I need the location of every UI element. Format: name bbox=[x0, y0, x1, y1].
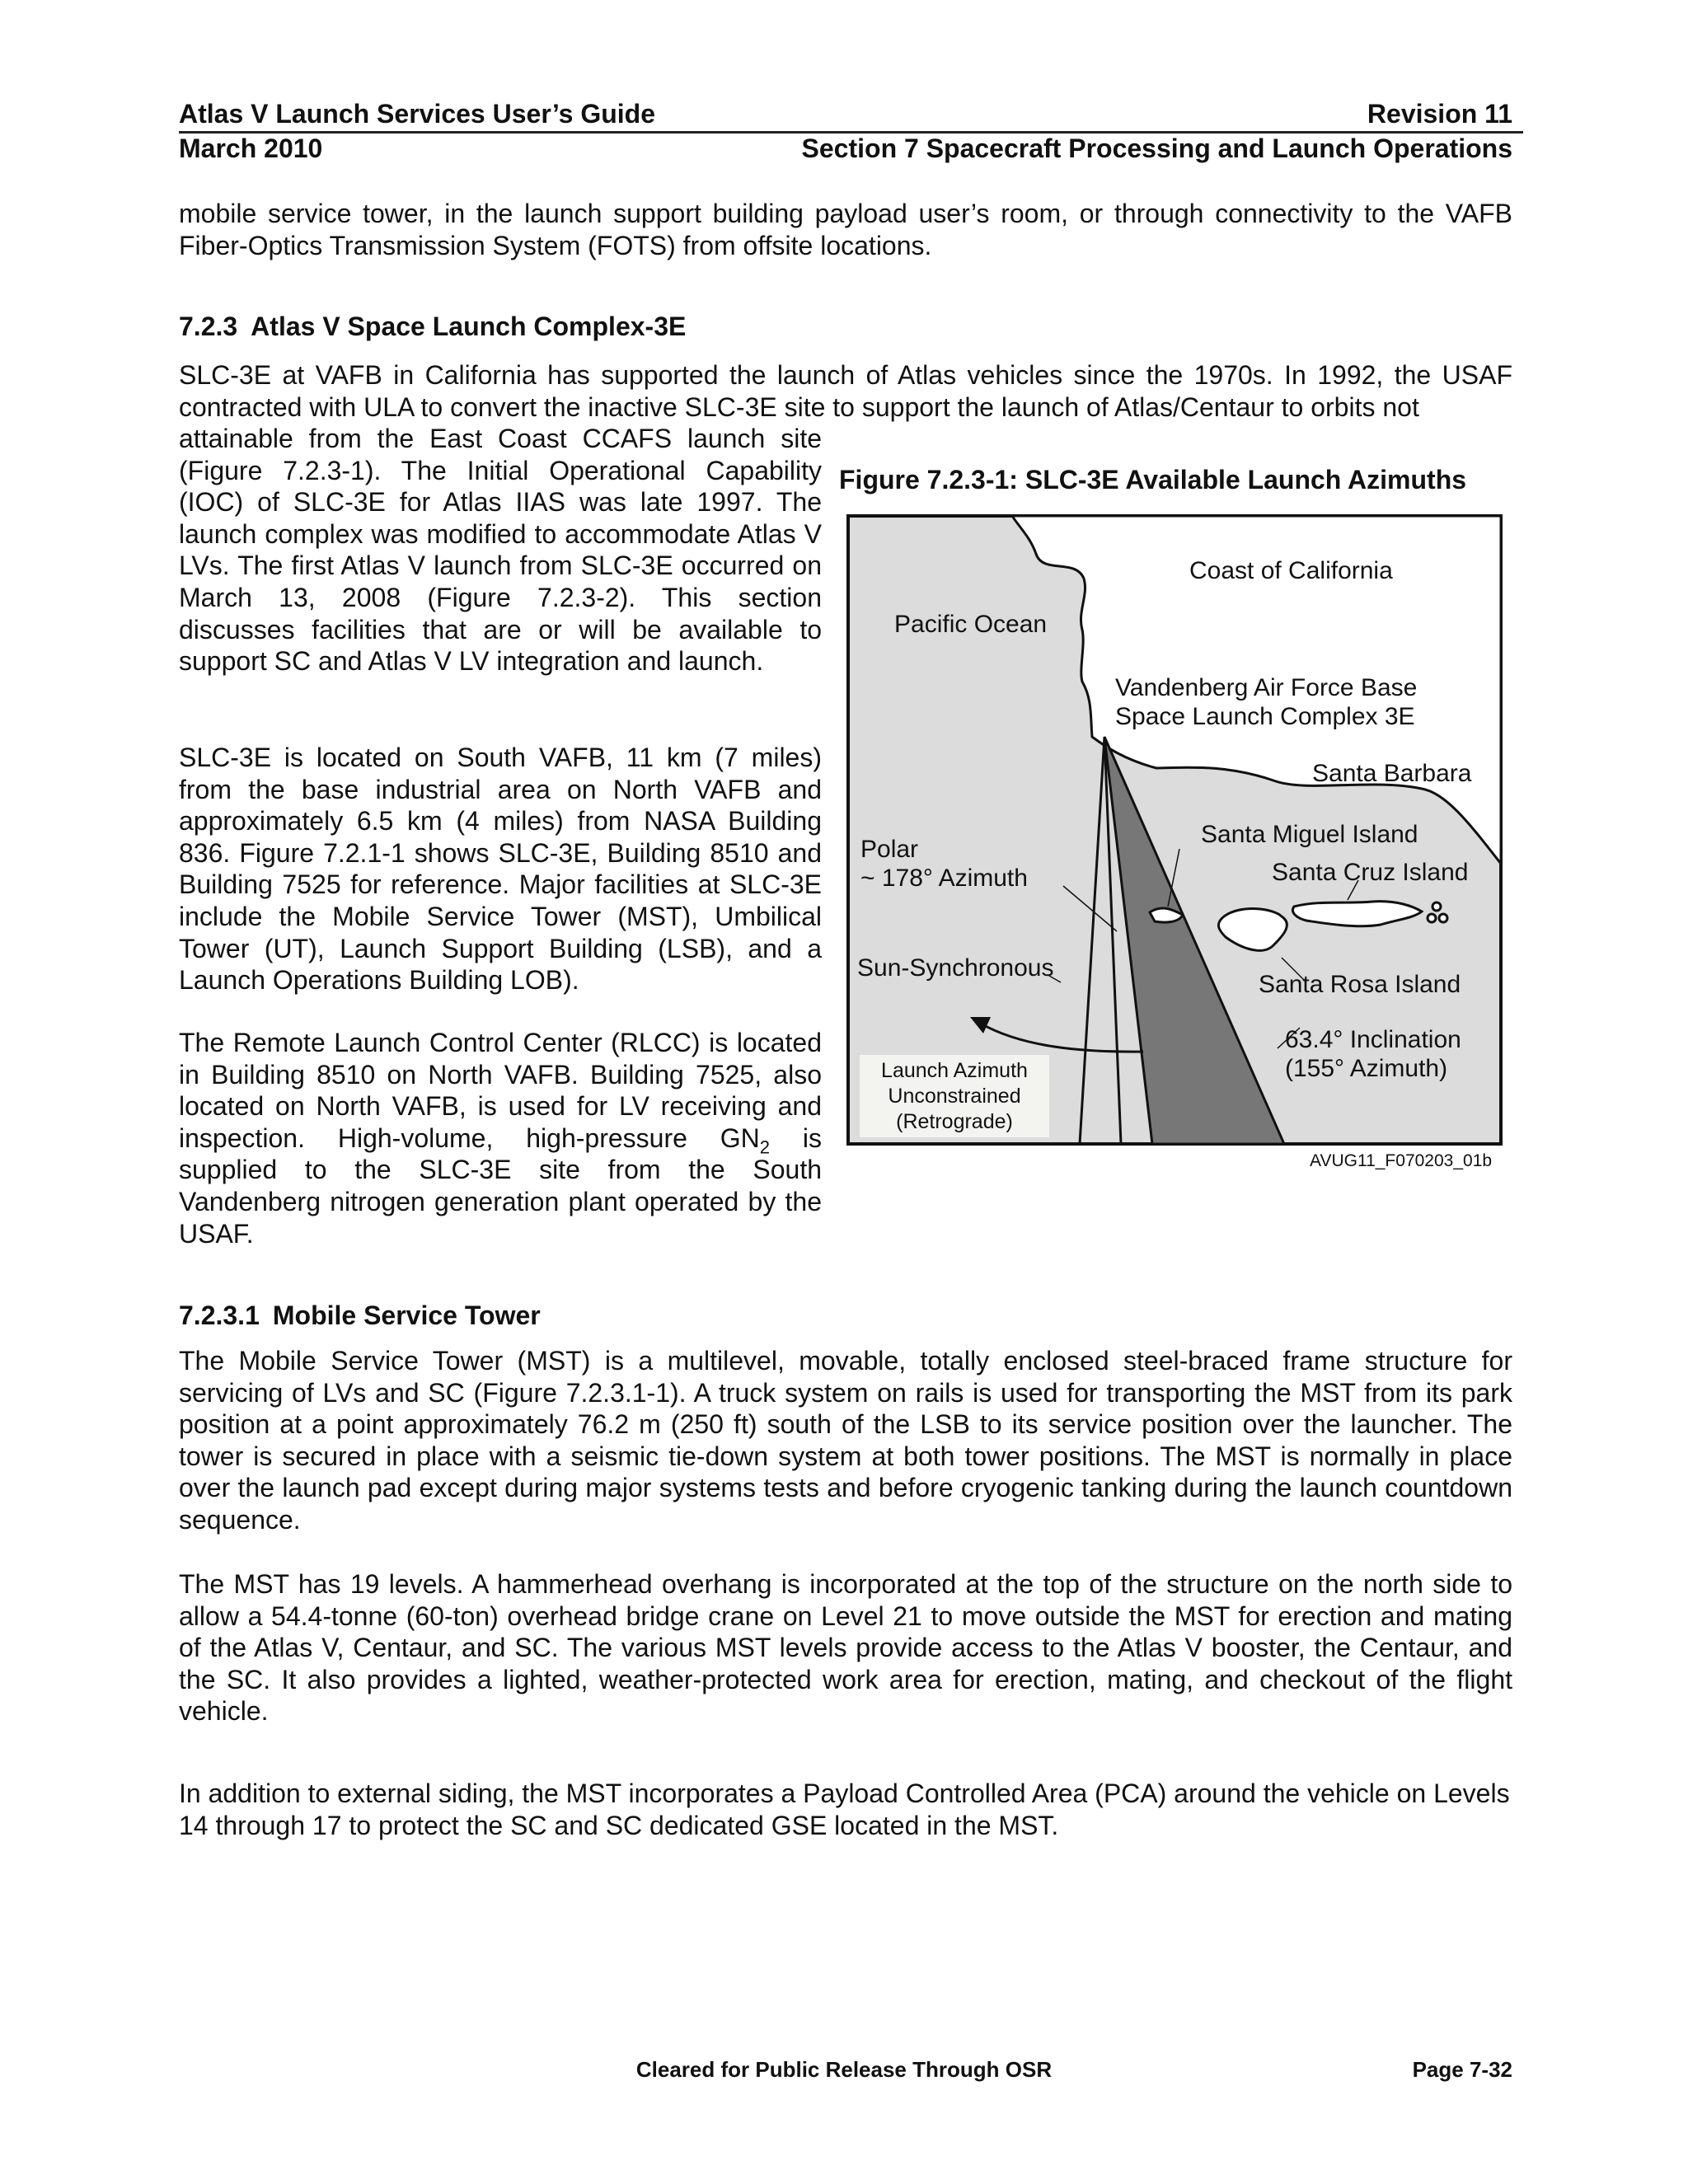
label-sun-synchronous: Sun-Synchronous bbox=[857, 954, 1054, 982]
paragraph-rlcc-text: The Remote Launch Control Center (RLCC) is located in Building 8510 on North VAFB. Building 7525, also located on North VAFB, is used for LV receiving and inspection. High-volume, high-pressure GN bbox=[179, 1028, 822, 1153]
revision-label: Revision 11 bbox=[1367, 99, 1512, 129]
running-header-top bbox=[179, 97, 1512, 130]
paragraph-slc3e-location: SLC-3E is located on South VAFB, 11 km (7 miles) from the base industrial area on North VAFB and approximately 6.5 km (4 miles) from NASA Building 836. Figure 7.2.1-1 shows SLC-3E, Building 8510 and Building 7525 for reference. Major facilities at SLC-3E include the Mobile Service Tower (MST), Umbilical Tower (UT), Launch Support Building (LSB), and a Launch Operations Building LOB). bbox=[179, 743, 822, 996]
figure-code: AVUG11_F070203_01b bbox=[1310, 1151, 1493, 1170]
paragraph-slc3e-history: SLC-3E at VAFB in California has supported the launch of Atlas vehicles since the 1970s. In 1992, the USAF contracted with ULA to convert the inactive SLC-3E site to support the launch of Atlas/Centaur to orbits not bbox=[179, 360, 1512, 422]
label-santa-rosa-island: Santa Rosa Island bbox=[1259, 971, 1461, 998]
paragraph-slc3e-history-cont: attainable from the East Coast CCAFS launch site (Figure 7.2.3-1). The Initial Operational Capability (IOC) of SLC-3E for Atlas IIAS was late 1997. The launch complex was modified to accommodate Atlas V LVs. The first Atlas V launch from SLC-3E occurred on March 13, 2008 (Figure 7.2.3-2). This section discusses facilities that are or will be available to support SC and Atlas V LV integration and launch. bbox=[179, 424, 822, 677]
intro-paragraph: mobile service tower, in the launch support building payload user’s room, or through connectivity to the VAFB Fiber-Optics Transmission System (FOTS) from offsite locations. bbox=[179, 199, 1512, 260]
subsection-title: Mobile Service Tower bbox=[272, 1301, 541, 1330]
launch-azimuth-map bbox=[845, 513, 1504, 1147]
subsection-number: 7.2.3.1 bbox=[179, 1301, 260, 1330]
section-heading-7-2-3 bbox=[179, 310, 686, 343]
figure-title: Figure 7.2.3-1: SLC-3E Available Launch Azimuths bbox=[839, 465, 1467, 494]
label-coast-of-california: Coast of California bbox=[1189, 557, 1393, 584]
document-title: Atlas V Launch Services User’s Guide bbox=[179, 99, 656, 129]
label-san-miguel-island: Santa Miguel Island bbox=[1201, 821, 1418, 848]
label-pacific-ocean: Pacific Ocean bbox=[894, 611, 1048, 638]
label-retrograde-line2: Unconstrained bbox=[888, 1085, 1021, 1108]
launch-azimuth-diagram bbox=[845, 513, 1504, 1147]
section-title: Atlas V Space Launch Complex-3E bbox=[251, 312, 687, 341]
paragraph-mst-pca: In addition to external siding, the MST incorporates a Payload Controlled Area (PCA) around the vehicle on Levels 14 through 17 to protect the SC and SC dedicated GSE located in the MST. bbox=[179, 1779, 1510, 1840]
document-date: March 2010 bbox=[179, 134, 323, 163]
small-island-1 bbox=[1432, 902, 1441, 911]
paragraph-mst-levels: The MST has 19 levels. A hammerhead overhang is incorporated at the top of the structure on the north side to allow a 54.4-tonne (60-ton) overhead bridge crane on Level 21 to move outside the MST for erection and mating of the Atlas V, Centaur, and SC. The various MST levels provide access to the Atlas V booster, the Centaur, and the SC. It also provides a lighted, weather-protected work area for erection, mating, and checkout of the flight vehicle. bbox=[179, 1569, 1512, 1727]
running-header-bottom bbox=[179, 132, 1512, 165]
label-retrograde-line1: Launch Azimuth bbox=[881, 1059, 1028, 1082]
section-number: 7.2.3 bbox=[179, 312, 238, 341]
small-island-2 bbox=[1428, 914, 1436, 922]
label-polar-line1: Polar bbox=[860, 836, 919, 863]
paragraph-rlcc-text-cont: is supplied to the SLC-3E site from the South Vandenberg nitrogen generation plant operated by the USAF. bbox=[179, 1122, 823, 1249]
gn2-subscript: 2 bbox=[759, 1137, 771, 1158]
label-inclination-line2: (155° Azimuth) bbox=[1285, 1055, 1448, 1082]
label-inclination-line1: 63.4° Inclination bbox=[1285, 1026, 1461, 1053]
small-island-3 bbox=[1439, 914, 1447, 922]
label-santa-cruz-island: Santa Cruz Island bbox=[1272, 859, 1469, 886]
label-vafb-line2: Space Launch Complex 3E bbox=[1115, 703, 1415, 730]
label-santa-barbara: Santa Barbara bbox=[1312, 760, 1472, 787]
section-label: Section 7 Spacecraft Processing and Launch Operations bbox=[801, 134, 1512, 163]
label-polar-line2: ~ 178° Azimuth bbox=[860, 865, 1028, 892]
footer-release-statement: Cleared for Public Release Through OSR bbox=[635, 2057, 1053, 2082]
footer-page-number: Page 7-32 bbox=[1412, 2057, 1512, 2082]
label-vafb-line1: Vandenberg Air Force Base bbox=[1115, 674, 1418, 701]
paragraph-rlcc bbox=[179, 1027, 822, 1249]
label-retrograde-line3: (Retrograde) bbox=[896, 1110, 1013, 1133]
section-heading-7-2-3-1 bbox=[179, 1299, 541, 1332]
paragraph-mst-description: The Mobile Service Tower (MST) is a multilevel, movable, totally enclosed steel-braced frame structure for servicing of LVs and SC (Figure 7.2.3.1-1). A truck system on rails is used for transporting the MST from its park position at a point approximately 76.2 m (250 ft) south of the LSB to its service position over the launcher. The tower is secured in place with a seismic tie-down system at both tower positions. The MST is normally in place over the launch pad except during major systems tests and before cryogenic tanking during the launch countdown sequence. bbox=[179, 1346, 1512, 1535]
